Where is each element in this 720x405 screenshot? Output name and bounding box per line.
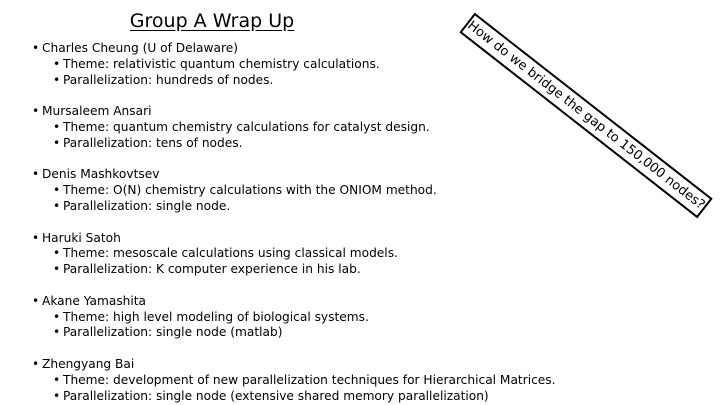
- parallelization-text: Parallelization: hundreds of nodes.: [63, 72, 274, 87]
- theme-text: Theme: quantum chemistry calculations for catalyst design.: [63, 119, 430, 134]
- participant-entry: [32, 104, 692, 151]
- bullet-icon: •: [53, 119, 61, 134]
- bullet-icon: •: [32, 230, 40, 245]
- participant-name-line: [32, 294, 692, 310]
- participant-name: Mursaleem Ansari: [42, 104, 152, 119]
- theme-line: [32, 183, 692, 199]
- parallelization-line: [32, 389, 692, 405]
- bullet-icon: •: [53, 198, 61, 213]
- parallelization-line: [32, 325, 692, 341]
- participant-entry: [32, 167, 692, 214]
- bullet-icon: •: [53, 72, 61, 87]
- participant-entry: [32, 231, 692, 278]
- bullet-icon: •: [53, 325, 61, 340]
- participant-name-line: [32, 167, 692, 183]
- theme-text: Theme: high level modeling of biological systems.: [63, 309, 369, 324]
- theme-text: Theme: relativistic quantum chemistry calculations.: [63, 56, 380, 71]
- participant-name: Haruki Satoh: [42, 230, 121, 245]
- participant-entry: [32, 294, 692, 341]
- bullet-icon: •: [53, 56, 61, 71]
- parallelization-line: [32, 199, 692, 215]
- theme-line: [32, 373, 692, 389]
- participant-entry: [32, 357, 692, 404]
- parallelization-text: Parallelization: K computer experience in his lab.: [63, 262, 361, 277]
- theme-text: Theme: development of new parallelization techniques for Hierarchical Matrices.: [63, 372, 556, 387]
- parallelization-line: [32, 136, 692, 152]
- bullet-icon: •: [53, 183, 61, 198]
- bullet-icon: •: [53, 388, 61, 403]
- parallelization-text: Parallelization: single node.: [63, 198, 231, 213]
- participant-name-line: [32, 231, 692, 247]
- parallelization-text: Parallelization: single node (extensive shared memory parallelization): [63, 388, 489, 403]
- participant-name-line: [32, 104, 692, 120]
- theme-line: [32, 57, 692, 73]
- participant-entry: [32, 41, 692, 88]
- theme-text: Theme: O(N) chemistry calculations with the ONIOM method.: [63, 183, 437, 198]
- participant-name: Charles Cheung (U of Delaware): [42, 41, 238, 55]
- bullet-icon: •: [53, 372, 61, 387]
- theme-line: [32, 120, 692, 136]
- bullet-icon: •: [32, 293, 40, 308]
- callout-text: How do we bridge the gap to 150,000 nodes?: [464, 18, 708, 213]
- participant-name-line: [32, 357, 692, 373]
- bullet-icon: •: [53, 246, 61, 261]
- participant-name-line: [32, 41, 692, 57]
- theme-line: [32, 310, 692, 326]
- bullet-icon: •: [32, 167, 40, 182]
- slide-title: Group A Wrap Up: [129, 10, 295, 32]
- participant-name: Zhengyang Bai: [42, 356, 135, 371]
- participant-name: Akane Yamashita: [42, 293, 147, 308]
- theme-line: [32, 246, 692, 262]
- bullet-icon: •: [53, 262, 61, 277]
- parallelization-line: [32, 73, 692, 89]
- participant-list: [32, 41, 692, 404]
- bullet-icon: •: [32, 41, 40, 55]
- bullet-icon: •: [53, 309, 61, 324]
- parallelization-line: [32, 262, 692, 278]
- bullet-icon: •: [53, 135, 61, 150]
- participant-name: Denis Mashkovtsev: [42, 167, 160, 182]
- parallelization-text: Parallelization: single node (matlab): [63, 325, 283, 340]
- bullet-icon: •: [32, 104, 40, 119]
- bullet-icon: •: [32, 356, 40, 371]
- theme-text: Theme: mesoscale calculations using classical models.: [63, 246, 398, 261]
- parallelization-text: Parallelization: tens of nodes.: [63, 135, 243, 150]
